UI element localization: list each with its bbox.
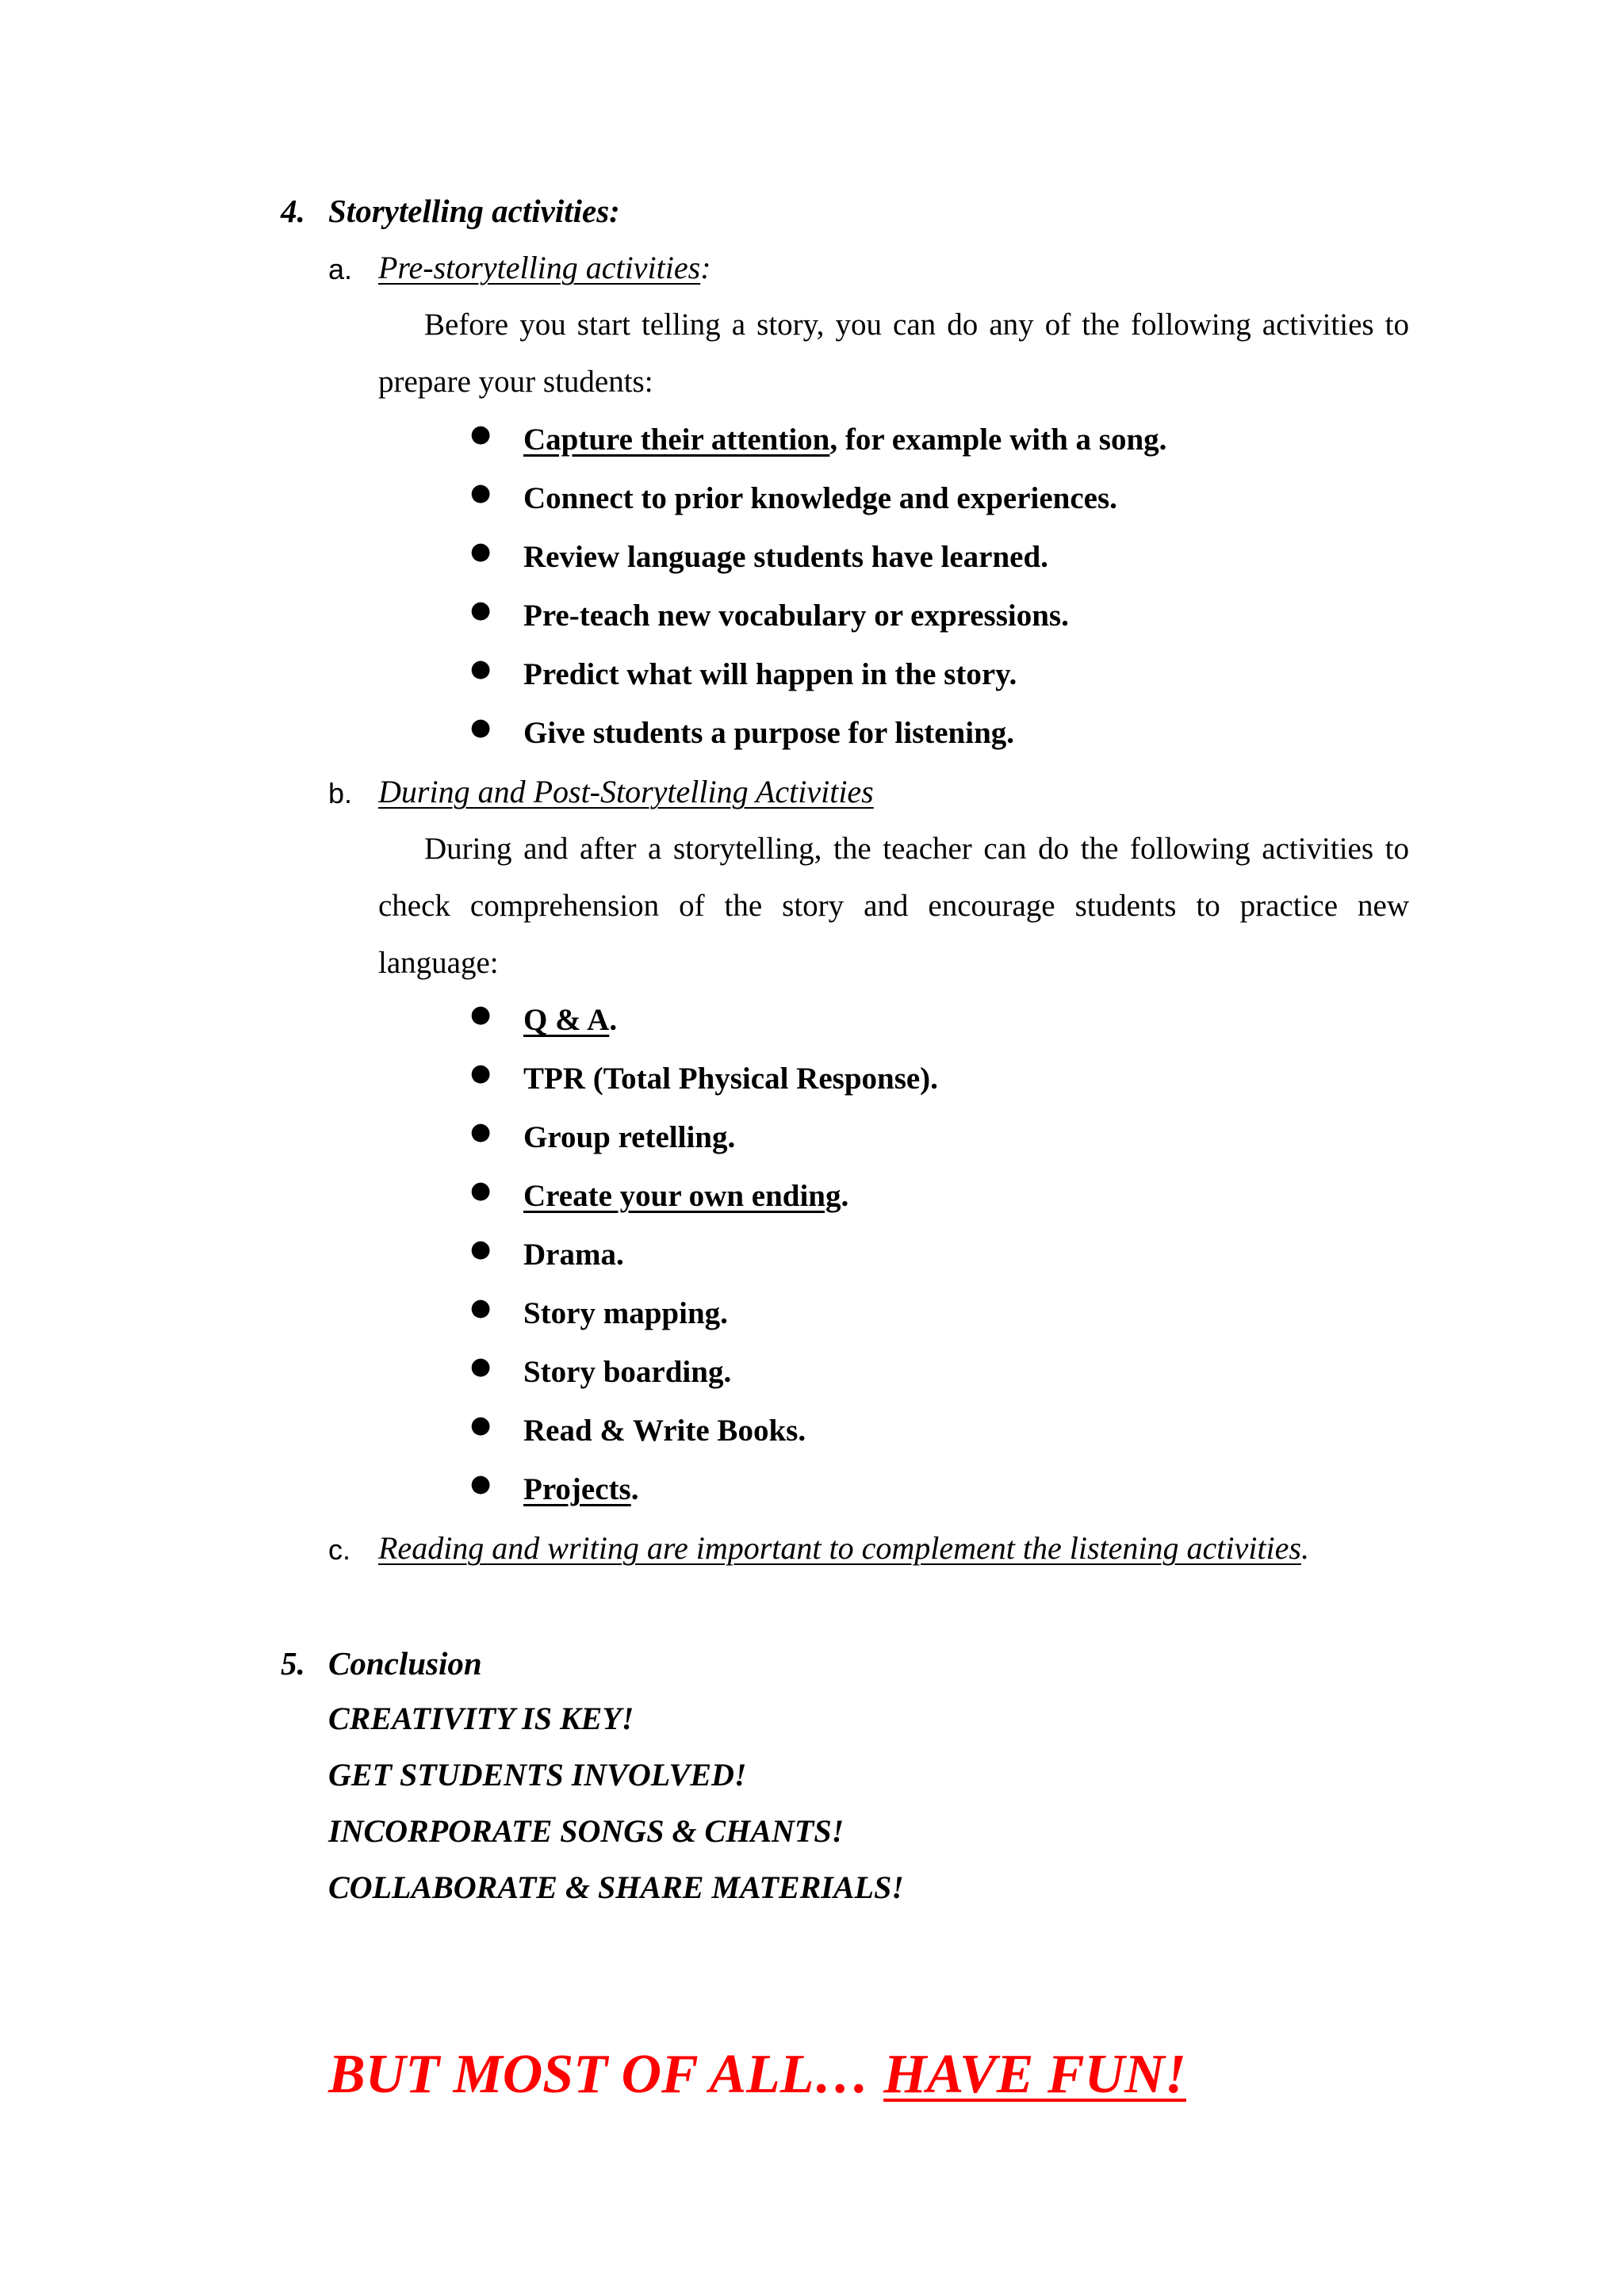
list-item-text: [523, 424, 1166, 455]
subsection-c-title-suffix: .: [1300, 1530, 1309, 1566]
list-item: [470, 1411, 492, 1439]
list-item: [470, 540, 491, 564]
bullet-icon: ●: [470, 479, 492, 507]
list-item: [470, 1472, 491, 1496]
list-item: [470, 1296, 491, 1320]
subsection-a-title: Pre-storytelling activities: [378, 250, 701, 285]
bullet-icon: ●: [470, 596, 492, 624]
bullet-icon: ●: [470, 420, 492, 448]
list-item: [470, 420, 492, 448]
list-item-text: [523, 1474, 638, 1505]
closing-prefix: BUT MOST OF ALL…: [328, 2044, 884, 2105]
closing-message: [328, 2044, 1186, 2105]
bullet-icon: ●: [470, 1294, 492, 1322]
list-item-rest: .: [630, 1472, 639, 1506]
bullet-icon: ●: [470, 1353, 492, 1380]
bullet-icon: ●: [470, 655, 492, 683]
list-item-underlined: Capture their attention: [523, 423, 830, 457]
list-item: [470, 1120, 491, 1144]
section-4-number: 4.: [281, 193, 305, 229]
list-item-text: Story boarding.: [523, 1355, 732, 1389]
bullet-icon: ●: [470, 1059, 492, 1087]
subsection-a-intro: Before you start telling a story, you can do any of the following activities to prepare your students:: [378, 308, 1409, 399]
list-item: [470, 716, 491, 740]
list-item-text: Drama.: [523, 1238, 624, 1272]
bullet-icon: ●: [470, 1118, 492, 1146]
conclusion-line: INCORPORATE SONGS & CHANTS!: [328, 1813, 845, 1849]
list-item-text: TPR (Total Physical Response).: [523, 1062, 938, 1096]
list-item: [470, 657, 491, 681]
list-item-text: [523, 1004, 617, 1035]
list-item: [470, 1003, 491, 1027]
bullet-icon: ●: [470, 714, 492, 741]
list-item-text: Connect to prior knowledge and experiences.: [523, 481, 1117, 515]
list-item-underlined: Q & A: [523, 1003, 610, 1037]
conclusion-line: GET STUDENTS INVOLVED!: [328, 1757, 747, 1793]
list-item-underlined: Projects: [523, 1472, 631, 1506]
closing-emphasis: HAVE FUN!: [883, 2044, 1186, 2105]
list-item: [470, 1179, 491, 1203]
list-item: [470, 1235, 492, 1263]
subsection-b-intro: During and after a storytelling, the teacher can do the following activities to check comprehension of the story and encourage students to practice new language:: [378, 832, 1409, 980]
section-5-title: Conclusion: [328, 1645, 482, 1682]
section-4-title: Storytelling activities:: [328, 193, 620, 229]
subsection-b-letter: b.: [328, 777, 353, 809]
conclusion-line: COLLABORATE & SHARE MATERIALS!: [328, 1869, 904, 1905]
list-item-text: Read & Write Books.: [523, 1414, 806, 1448]
subsection-c-letter: c.: [328, 1533, 351, 1566]
subsection-b-title: During and Post-Storytelling Activities: [378, 774, 874, 809]
bullet-icon: ●: [470, 538, 492, 565]
conclusion-line: CREATIVITY IS KEY!: [328, 1701, 634, 1736]
list-item-text: Story mapping.: [523, 1296, 728, 1330]
subsection-a-heading: [378, 252, 711, 284]
bullet-icon: ●: [470, 1411, 492, 1439]
section-5-number: 5.: [281, 1645, 305, 1682]
list-item-text: [523, 1181, 848, 1211]
subsection-c-title: Reading and writing are important to complement the listening activities: [378, 1530, 1301, 1566]
subsection-c-heading: [378, 1530, 1309, 1566]
list-item: [470, 1355, 491, 1379]
list-item: [470, 1059, 492, 1087]
bullet-icon: ●: [470, 1177, 492, 1204]
bullet-icon: ●: [470, 1001, 492, 1028]
list-item-rest: .: [841, 1179, 849, 1213]
list-item: [470, 596, 492, 624]
list-item-text: Group retelling.: [523, 1120, 736, 1154]
list-item-text: Review language students have learned.: [523, 540, 1048, 574]
list-item-rest: , for example with a song.: [829, 423, 1167, 457]
list-item-underlined: Create your own ending: [523, 1179, 841, 1213]
list-item: [470, 481, 491, 505]
subsection-a-letter: a.: [328, 253, 353, 285]
list-item-rest: .: [609, 1003, 618, 1037]
list-item-text: Pre-teach new vocabulary or expressions.: [523, 599, 1069, 633]
subsection-a-title-suffix: :: [700, 250, 711, 285]
list-item-text: Give students a purpose for listening.: [523, 716, 1015, 750]
list-item-text: Predict what will happen in the story.: [523, 657, 1017, 691]
bullet-icon: ●: [470, 1470, 492, 1498]
bullet-icon: ●: [470, 1235, 492, 1263]
